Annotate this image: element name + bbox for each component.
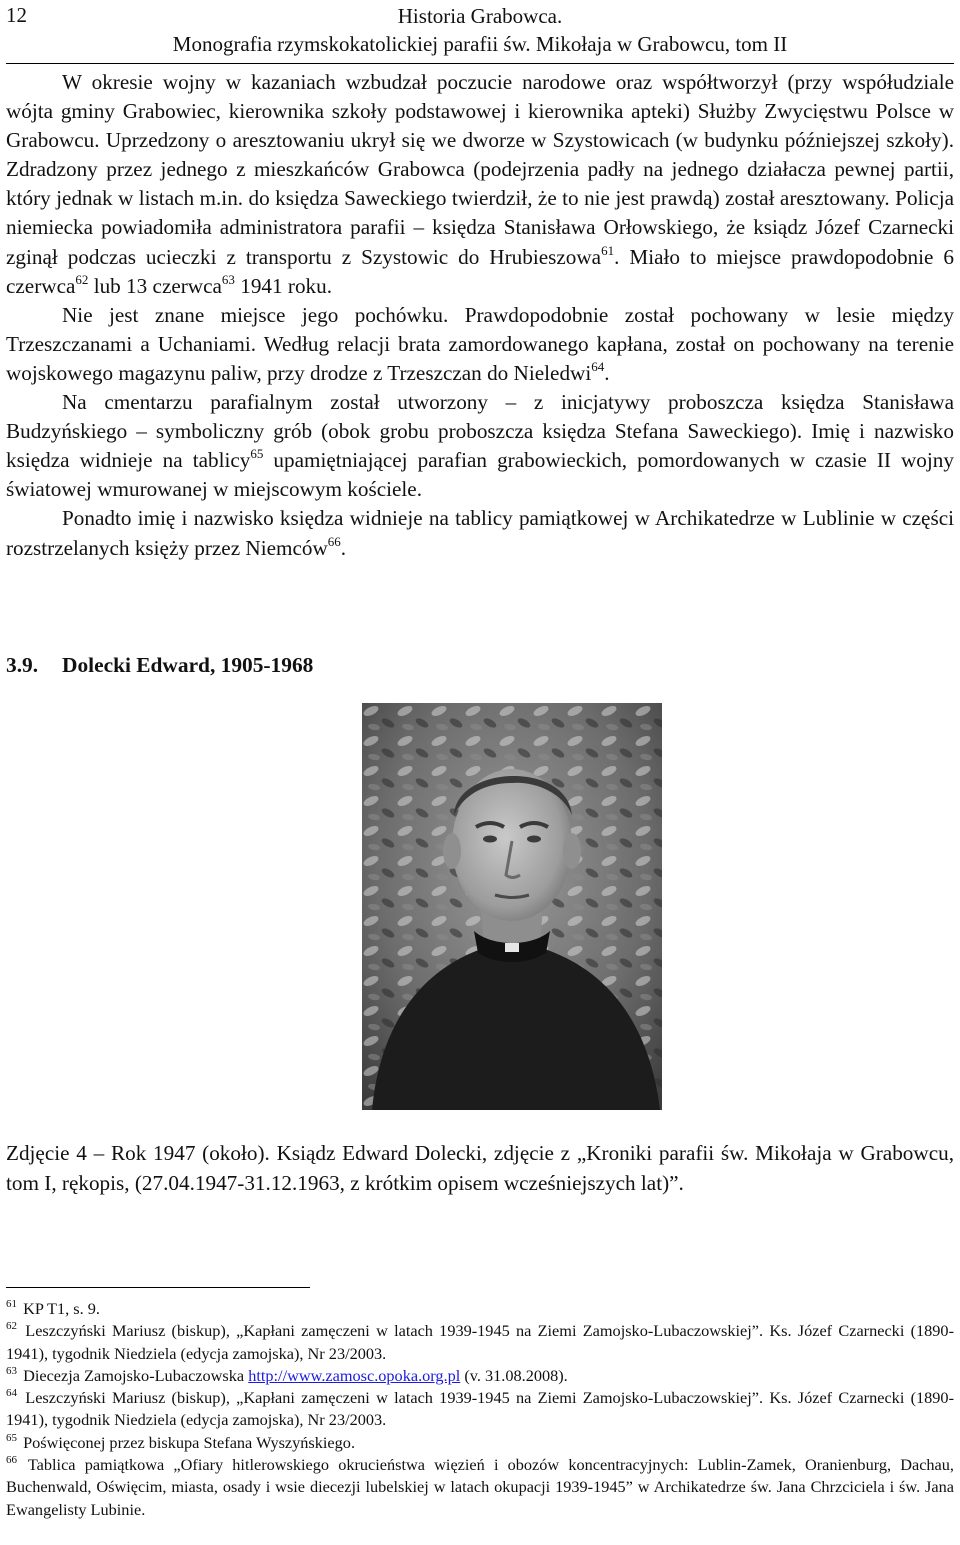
paragraph-text: 1941 roku. xyxy=(234,273,333,298)
footnote-62 xyxy=(6,1320,954,1365)
paragraph-2 xyxy=(6,301,954,388)
paragraph-1 xyxy=(6,68,954,301)
body-text xyxy=(6,68,954,563)
footnote-66 xyxy=(6,1454,954,1521)
paragraph-text: . Miało to miejsce prawdopodobnie 6 czerwca xyxy=(6,244,955,298)
paragraph-text: . xyxy=(340,535,347,560)
paragraph-text: Nie jest znane miejsce jego pochówku. Prawdopodobnie został pochowany w lesie między Trzeszczanami a Uchaniami. Według relacji brata zamordowanego kapłana, został on pochowany na terenie wojskowego magazynu paliw, przy drodze z Trzeszczan do Nieledwi xyxy=(6,302,954,385)
footnote-text: (v. 31.08.2008). xyxy=(460,1365,568,1385)
footnote-number: 64 xyxy=(6,1387,17,1400)
footnote-61 xyxy=(6,1298,954,1320)
section-title: Dolecki Edward, 1905-1968 xyxy=(62,653,314,677)
priest-portrait-photo xyxy=(362,703,662,1110)
footnote-number: 61 xyxy=(6,1298,17,1310)
footnote-text: Poświęconej przez biskupa Stefana Wyszyńskiego. xyxy=(19,1432,356,1452)
footnote-number: 62 xyxy=(6,1320,17,1333)
paragraph-text: W okresie wojny w kazaniach wzbudzał poczucie narodowe oraz współtworzył (przy współudziale wójta gminy Grabowiec, kierownika szkoły podstawowej i kierownika apteki) Służby Zwycięstwu Polsce w Grabowcu. Uprzedzony o aresztowaniu ukrył się we dworze w Szystowicach (w budynku późniejszej szkoły). Zdradzony przez jednego z mieszkańców Grabowca (podejrzenia padły na jednego działacza pewnej partii, który jednak w listach m.in. do księdza Saweckiego twierdził, że to nie jest prawdą) został aresztowany. Policja niemiecka powiadomiła administratora parafii – księdza Stanisława Orłowskiego, że ksiądz Józef Czarnecki zginął podczas ucieczki z transportu z Szystowic do Hrubieszowa xyxy=(6,70,954,269)
footnote-65 xyxy=(6,1432,954,1454)
paragraph-text: Na cmentarzu parafialnym został utworzony – z inicjatywy proboszcza księdza Stanisława Budzyńskiego – symboliczny grób (obok grobu proboszcza księdza Stefana Saweckiego). Imię i nazwisko księdza widnieje na tablicy xyxy=(6,390,954,473)
footnote-ref-66: 66 xyxy=(327,533,341,549)
page-number: 12 xyxy=(6,3,27,27)
footnote-ref-61: 61 xyxy=(601,242,615,258)
section-number: 3.9. xyxy=(6,653,39,677)
running-header xyxy=(6,2,954,58)
footnote-number: 63 xyxy=(6,1364,17,1377)
footnote-link[interactable]: http://www.zamosc.opoka.org.pl xyxy=(248,1365,461,1385)
running-header-line-2: Monografia rzymskokatolickiej parafii św. Mikołaja w Grabowcu, tom II xyxy=(172,32,788,56)
footnote-ref-63: 63 xyxy=(221,271,235,287)
footnote-ref-62: 62 xyxy=(75,271,89,287)
paragraph-text: lub 13 czerwca xyxy=(88,273,222,298)
footnote-text: KP T1, s. 9. xyxy=(19,1299,100,1318)
paragraph-4 xyxy=(6,504,954,562)
footnote-64 xyxy=(6,1387,954,1432)
header-rule xyxy=(6,63,954,64)
footnote-text: Leszczyński Mariusz (biskup), „Kapłani zamęczeni w latach 1939-1945 na Ziemi Zamojsko-Lubaczowskiej”. Ks. Józef Czarnecki (1890-1941), tygodnik Niedziela (edycja zamojska), Nr 23/2003. xyxy=(6,1388,954,1430)
footnote-text: Leszczyński Mariusz (biskup), „Kapłani zamęczeni w latach 1939-1945 na Ziemi Zamojsko-Lubaczowskiej”. Ks. Józef Czarnecki (1890-1941), tygodnik Niedziela (edycja zamojska), Nr 23/2003. xyxy=(6,1321,954,1363)
footnote-text: Tablica pamiątkowa „Ofiary hitlerowskiego okrucieństwa więzień i obozów koncentracyjnych: Lublin-Zamek, Oranienburg, Dachau, Buchenwald, Oświęcim, miasta, osady i wsie diecezji lubelskiej w latach okupacji 1939-1945” w Archikatedrze św. Jana Chrzciciela i św. Jana Ewangelisty Lubinie. xyxy=(6,1455,954,1519)
footnote-number: 66 xyxy=(6,1454,17,1467)
photo-caption: Zdjęcie 4 – Rok 1947 (około). Ksiądz Edward Dolecki, zdjęcie z „Kroniki parafii św. Mikołaja w Grabowcu, tom I, rękopis, (27.04.1947-31.12.1963, z krótkim opisem wcześniejszych lat)”. xyxy=(6,1141,954,1195)
footnote-63 xyxy=(6,1365,954,1387)
footnote-rule xyxy=(6,1287,310,1288)
footnotes xyxy=(6,1298,954,1521)
paragraph-3 xyxy=(6,388,954,504)
footnote-text: Diecezja Zamojsko-Lubaczowska xyxy=(19,1365,249,1385)
portrait-illustration xyxy=(362,703,662,1110)
footnote-number: 65 xyxy=(6,1431,17,1444)
running-header-line-1: Historia Grabowca. xyxy=(397,4,563,28)
paragraph-text: . xyxy=(604,360,610,385)
paragraph-text: upamiętniającej parafian grabowieckich, pomordowanych w czasie II wojny światowej wmurowanej w miejscowym kościele. xyxy=(6,448,954,502)
footnote-ref-64: 64 xyxy=(591,358,605,374)
paragraph-text: Ponadto imię i nazwisko księdza widnieje na tablicy pamiątkowej w Archikatedrze w Lublinie w części rozstrzelanych księży przez Niemców xyxy=(6,506,954,560)
footnote-ref-65: 65 xyxy=(250,446,264,462)
section-heading xyxy=(6,650,313,680)
